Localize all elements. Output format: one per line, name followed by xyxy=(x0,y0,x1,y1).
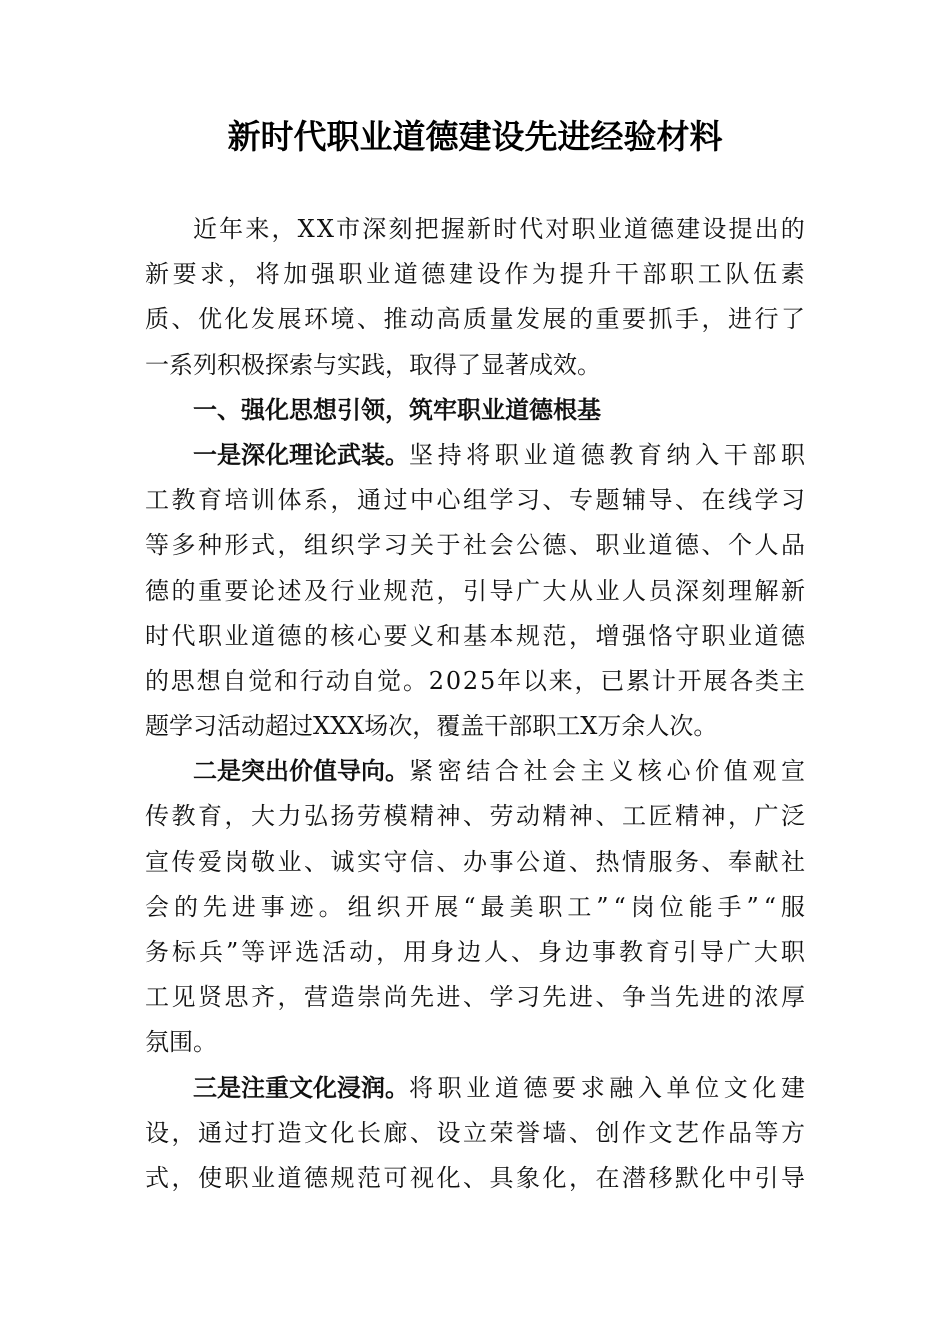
text-line: 式 ， 使 职 业 道 德 规 范 可 视 化 、 具 象 化 ， 在 潜 移 默 化 中 引 导 xyxy=(145,1163,805,1192)
section-heading: 一、强化思想引领，筑牢职业道德根基 xyxy=(193,395,601,424)
text-line xyxy=(145,1066,805,1111)
text-line xyxy=(145,433,805,478)
paragraph-lead: 一是深化理论武装。 xyxy=(193,440,409,469)
document-title: 新时代职业道德建设先进经验材料 xyxy=(227,117,723,156)
paragraph-culture-immersion xyxy=(145,1066,805,1202)
paragraph-deepen-theory xyxy=(145,433,805,749)
text-line xyxy=(145,749,805,794)
text-line: 近 年 来 ， X X 市 深 刻 把 握 新 时 代 对 职 业 道 德 建 设 提 出 的 xyxy=(193,215,805,243)
text-line: 工 见 贤 思 齐 ， 营 造 崇 尚 先 进 、 学 习 先 进 、 争 当 先 进 的 浓 厚 xyxy=(145,983,805,1012)
intro-paragraph xyxy=(145,207,805,388)
paragraph-value-orientation xyxy=(145,749,805,1065)
text-line: 务 标 兵 ” 等 评 选 活 动 ， 用 身 边 人 、 身 边 事 教 育 引 导 广 大 职 xyxy=(145,938,805,966)
text-line: 氛围。 xyxy=(145,1028,217,1057)
text-line: 宣 传 爱 岗 敬 业 、 诚 实 守 信 、 办 事 公 道 、 热 情 服 务 、 奉 献 社 xyxy=(145,847,805,876)
paragraph-lead: 三是注重文化浸润。 xyxy=(193,1073,409,1102)
text-line: 会 的 先 进 事 迹 。 组 织 开 展 “ 最 美 职 工 ” “ 岗 位 能 手 ” “ 服 xyxy=(145,892,805,921)
text-line: 工 教 育 培 训 体 系 ， 通 过 中 心 组 学 习 、 专 题 辅 导 、 在 线 学 习 xyxy=(145,486,805,515)
text-line: 设 ， 通 过 打 造 文 化 长 廊 、 设 立 荣 誉 墙 、 创 作 文 艺 作 品 等 方 xyxy=(145,1118,805,1147)
text-line: 德 的 重 要 论 述 及 行 业 规 范 ， 引 导 广 大 从 业 人 员 深 刻 理 解 新 xyxy=(145,576,805,605)
document-body xyxy=(145,207,805,1201)
text-line: 时 代 职 业 道 德 的 核 心 要 义 和 基 本 规 范 ， 增 强 恪 守 职 业 道 德 xyxy=(145,621,805,650)
paragraph-text: 将职业道德要求融入单位文化建 xyxy=(409,1073,805,1102)
paragraph-lead: 二是突出价值导向。 xyxy=(193,757,409,786)
text-line: 一系列积极探索与实践，取得了显著成效。 xyxy=(145,350,601,379)
text-line: 新 要 求 ， 将 加 强 职 业 道 德 建 设 作 为 提 升 干 部 职 工 队 伍 素 xyxy=(145,260,805,289)
text-line: 传 教 育 ， 大 力 弘 扬 劳 模 精 神 、 劳 动 精 神 、 工 匠 精 神 ， 广 泛 xyxy=(145,802,805,831)
paragraph-text: 紧密结合社会主义核心价值观宣 xyxy=(409,757,805,786)
paragraph-text: 坚持将职业道德教育纳入干部职 xyxy=(409,440,805,469)
text-line: 题学习活动超过XXX场次，覆盖干部职工X万余人次。 xyxy=(145,712,718,741)
text-line: 的 思 想 自 觉 和 行 动 自 觉 。 2 0 2 5 年 以 来 ， 已 累 计 开 展 各 类 主 xyxy=(145,666,805,695)
text-line: 等 多 种 形 式 ， 组 织 学 习 关 于 社 会 公 德 、 职 业 道 德 、 个 人 品 xyxy=(145,531,805,560)
text-line: 质 、 优 化 发 展 环 境 、 推 动 高 质 量 发 展 的 重 要 抓 手 ， 进 行 了 xyxy=(145,305,805,334)
